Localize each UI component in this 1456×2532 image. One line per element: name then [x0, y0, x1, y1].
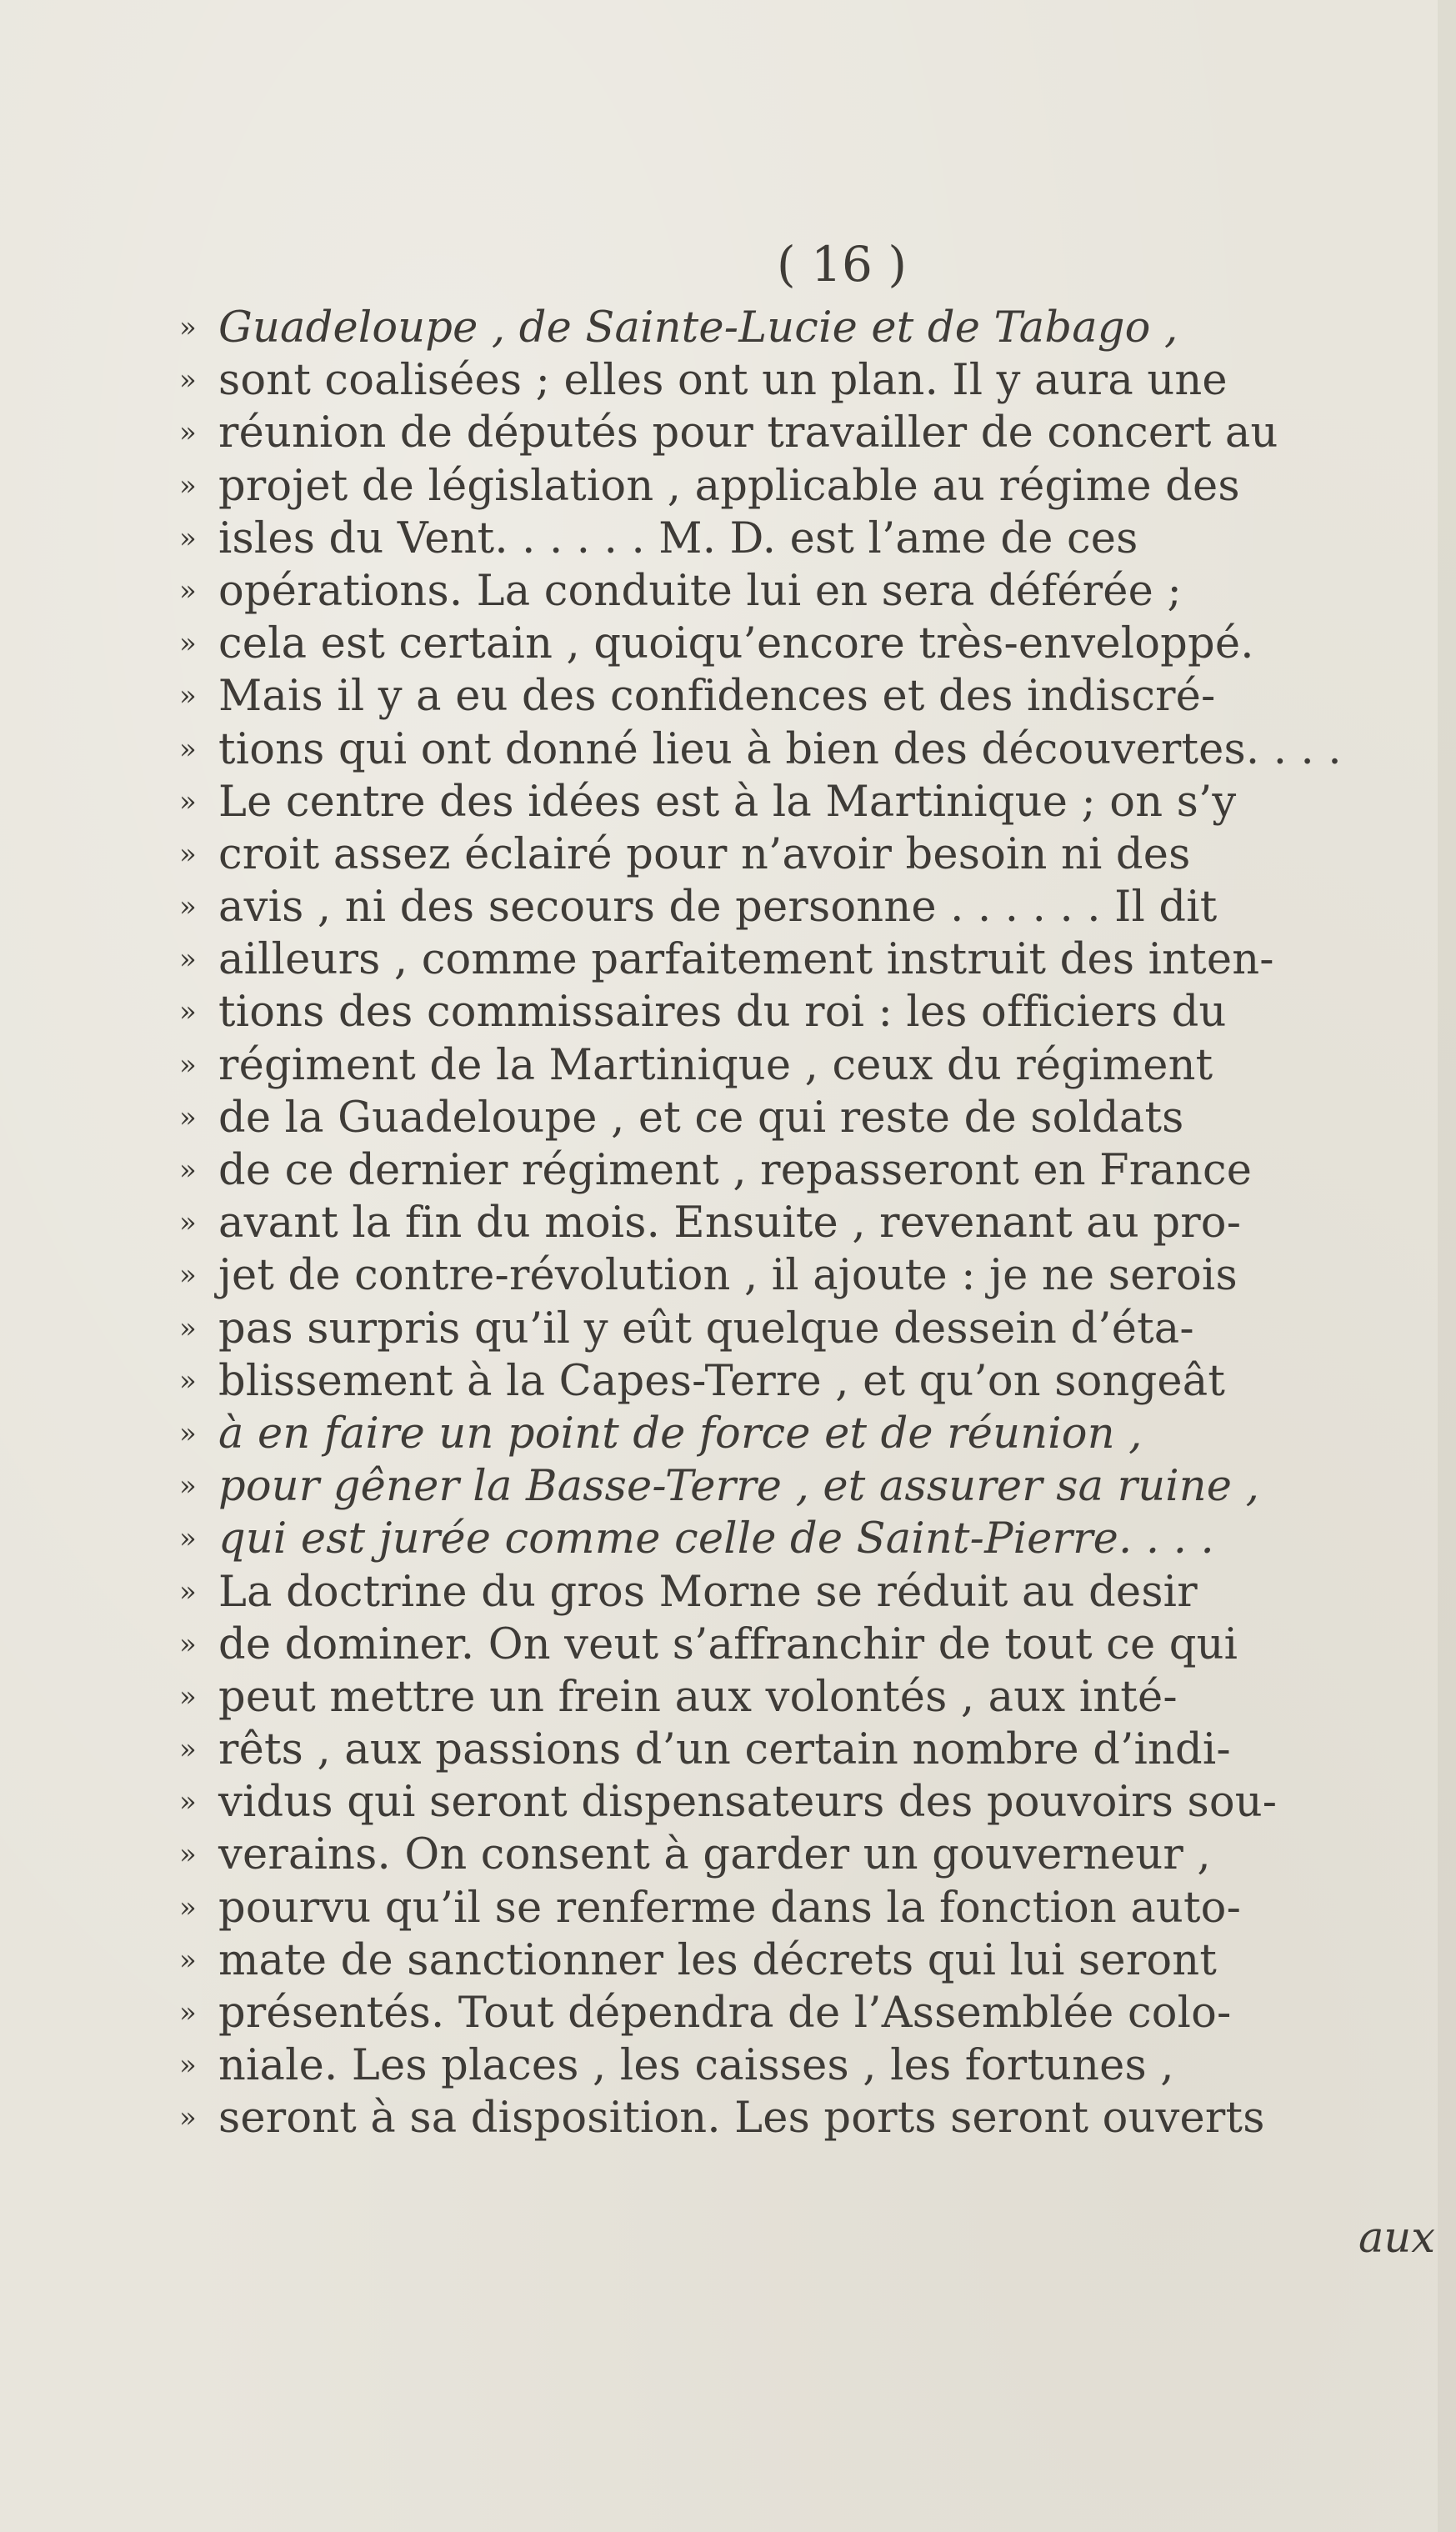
line-text: de dominer. On veut s’affranchir de tout ce qui: [218, 1619, 1238, 1669]
quote-mark: »: [179, 1733, 198, 1767]
text-line: [179, 565, 1435, 618]
quote-mark: »: [179, 1838, 198, 1872]
text-line: [179, 2092, 1435, 2144]
text-line: [179, 881, 1435, 933]
line-text: à en faire un point de force et de réunion ,: [218, 1409, 1143, 1459]
quote-mark: »: [179, 995, 198, 1029]
line-text: verains. On consent à garder un gouverneur ,: [218, 1830, 1211, 1880]
text-line: [179, 828, 1435, 881]
line-text: tions des commissaires du roi : les officiers du: [218, 988, 1227, 1038]
line-text: La doctrine du gros Morne se réduit au desir: [218, 1567, 1198, 1617]
text-line: [179, 986, 1435, 1038]
text-line: [179, 513, 1435, 565]
quote-mark: »: [179, 1153, 198, 1187]
text-line: [179, 1092, 1435, 1144]
text-block: [179, 302, 1435, 2145]
text-line: [179, 1249, 1435, 1302]
quote-mark: »: [179, 573, 198, 608]
line-text: sont coalisées ; elles ont un plan. Il y aura une: [218, 356, 1228, 406]
quote-mark: »: [179, 1996, 198, 2029]
quote-mark: »: [179, 890, 198, 924]
line-text: avis , ni des secours de personne . . . . . . Il dit: [218, 883, 1218, 933]
line-text: de ce dernier régiment , repasseront en France: [218, 1146, 1253, 1195]
quote-mark: »: [179, 1522, 198, 1556]
quote-mark: »: [179, 311, 198, 344]
line-text: Le centre des idées est à la Martinique ; on s’y: [218, 777, 1237, 827]
quote-mark: »: [179, 1627, 198, 1661]
quote-mark: »: [179, 1679, 198, 1714]
line-text: pas surpris qu’il y eût quelque dessein d’éta-: [218, 1304, 1194, 1354]
quote-mark: »: [179, 2101, 198, 2135]
line-text: pour gêner la Basse-Terre , et assurer sa ruine ,: [218, 1462, 1260, 1512]
text-line: [179, 407, 1435, 459]
text-line: [179, 1829, 1435, 1881]
text-line: [179, 670, 1435, 723]
quote-mark: »: [179, 1100, 198, 1134]
text-line: [179, 776, 1435, 828]
quote-mark: »: [179, 363, 198, 398]
line-text: tions qui ont donné lieu à bien des découvertes. . . .: [218, 724, 1342, 774]
line-text: mate de sanctionner les décrets qui lui seront: [218, 1935, 1218, 1985]
quote-mark: »: [179, 1469, 198, 1504]
text-line: [179, 460, 1435, 513]
text-line: [179, 1566, 1435, 1619]
line-text: cela est certain , quoiqu’encore très-enveloppé.: [218, 619, 1254, 669]
text-line: [179, 1408, 1435, 1460]
text-line: [179, 618, 1435, 670]
line-text: présentés. Tout dépendra de l’Assemblée colo-: [218, 1989, 1232, 2038]
line-text: régiment de la Martinique , ceux du régiment: [218, 1040, 1213, 1090]
text-line: [179, 354, 1435, 407]
text-line: [179, 2039, 1435, 2092]
text-line: [179, 1724, 1435, 1776]
line-text: qui est jurée comme celle de Saint-Pierre. . . .: [218, 1514, 1214, 1564]
text-line: [179, 1144, 1435, 1197]
line-text: blissement à la Capes-Terre , et qu’on songeât: [218, 1356, 1226, 1406]
line-text: peut mettre un frein aux volontés , aux inté-: [218, 1672, 1178, 1722]
quote-mark: »: [179, 1890, 198, 1924]
quote-mark: »: [179, 468, 198, 503]
text-line: [179, 1987, 1435, 2039]
text-line: [179, 1619, 1435, 1671]
text-line: [179, 1303, 1435, 1355]
text-line: [179, 302, 1435, 354]
page-number: ( 16 ): [777, 236, 907, 293]
quote-mark: »: [179, 1258, 198, 1293]
line-text: réunion de députés pour travailler de concert au: [218, 408, 1278, 458]
text-line: [179, 1671, 1435, 1724]
quote-mark: »: [179, 784, 198, 818]
line-text: rêts , aux passions d’un certain nombre d’indi-: [218, 1725, 1231, 1775]
quote-mark: »: [179, 416, 198, 450]
quote-mark: »: [179, 1048, 198, 1082]
catchword: aux: [1358, 2214, 1435, 2263]
line-text: Guadeloupe , de Sainte-Lucie et de Tabago ,: [218, 303, 1178, 353]
quote-mark: »: [179, 2049, 198, 2083]
text-line: [179, 1197, 1435, 1249]
line-text: seront à sa disposition. Les ports seront ouverts: [218, 2094, 1265, 2144]
text-line: [179, 723, 1435, 776]
text-line: [179, 933, 1435, 986]
line-text: niale. Les places , les caisses , les fortunes ,: [218, 2041, 1174, 2091]
quote-mark: »: [179, 627, 198, 661]
line-text: opérations. La conduite lui en sera déférée ;: [218, 566, 1182, 616]
quote-mark: »: [179, 732, 198, 766]
quote-mark: »: [179, 1311, 198, 1345]
line-text: projet de législation , applicable au régime des: [218, 461, 1240, 511]
page-crease: [1438, 0, 1456, 2532]
quote-mark: »: [179, 679, 198, 713]
line-text: jet de contre-révolution , il ajoute : je ne serois: [218, 1251, 1238, 1301]
text-line: [179, 1882, 1435, 1934]
line-text: vidus qui seront dispensateurs des pouvoirs sou-: [218, 1778, 1278, 1828]
line-text: de la Guadeloupe , et ce qui reste de soldats: [218, 1093, 1184, 1143]
quote-mark: »: [179, 521, 198, 555]
text-line: [179, 1776, 1435, 1829]
line-text: Mais il y a eu des confidences et des indiscré-: [218, 672, 1216, 722]
quote-mark: »: [179, 1785, 198, 1819]
quote-mark: »: [179, 943, 198, 977]
text-line: [179, 1934, 1435, 1987]
text-line: [179, 1460, 1435, 1513]
line-text: avant la fin du mois. Ensuite , revenant au pro-: [218, 1198, 1242, 1248]
line-text: pourvu qu’il se renferme dans la fonction auto-: [218, 1883, 1241, 1933]
quote-mark: »: [179, 1943, 198, 1977]
quote-mark: »: [179, 1416, 198, 1450]
quote-mark: »: [179, 1574, 198, 1609]
text-line: [179, 1039, 1435, 1092]
line-text: isles du Vent. . . . . . M. D. est l’ame de ces: [218, 513, 1138, 563]
quote-mark: »: [179, 1364, 198, 1398]
quote-mark: »: [179, 1206, 198, 1240]
quote-mark: »: [179, 837, 198, 871]
text-line: [179, 1355, 1435, 1408]
text-line: [179, 1513, 1435, 1565]
line-text: croit assez éclairé pour n’avoir besoin ni des: [218, 829, 1191, 879]
line-text: ailleurs , comme parfaitement instruit des inten-: [218, 935, 1274, 985]
